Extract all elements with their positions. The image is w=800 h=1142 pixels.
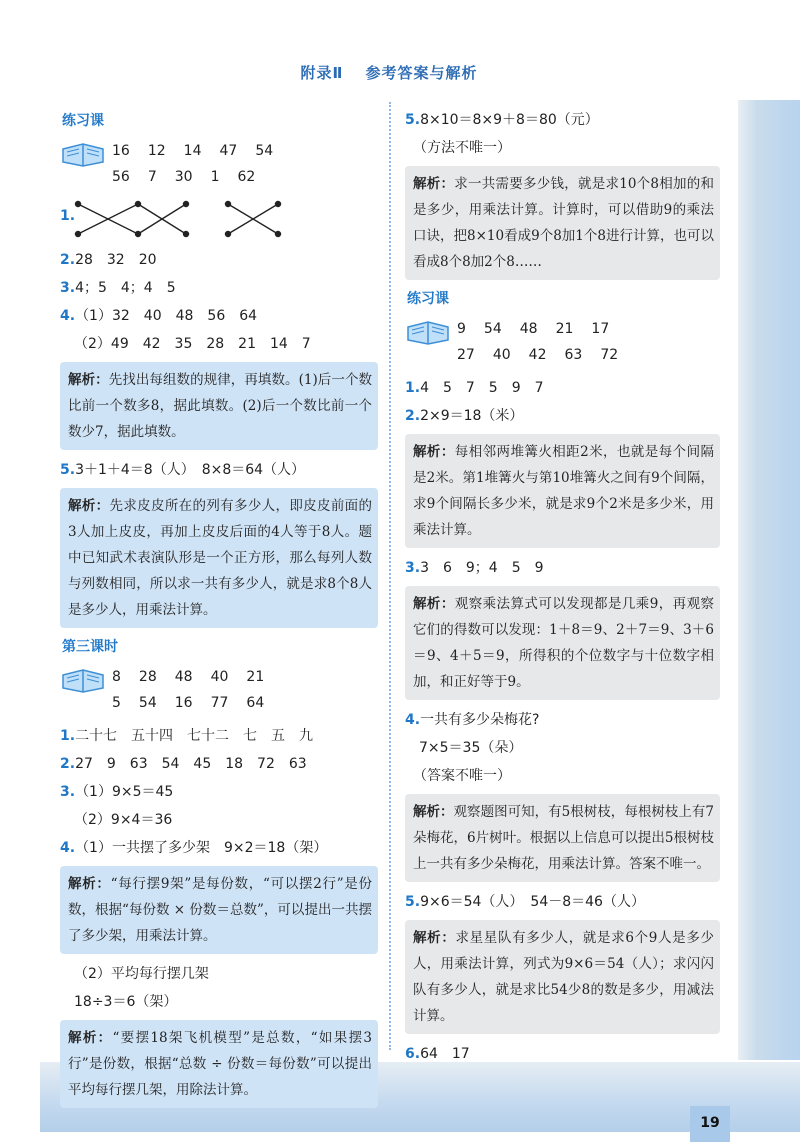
warmup-row [112, 690, 282, 716]
answer-text: （1）9×5＝45 [75, 784, 174, 800]
number: 42 [528, 347, 547, 363]
number: 54 [483, 321, 502, 337]
question-number: 3. [60, 784, 76, 800]
number: 21 [555, 321, 574, 337]
number: 9 [457, 321, 466, 337]
answer-line [405, 736, 720, 760]
analysis-label: 解析： [68, 372, 109, 388]
analysis-box [405, 794, 720, 882]
left-column [60, 106, 378, 1116]
column-divider [389, 102, 391, 1050]
warmup-row [457, 316, 636, 342]
header-title: 参考答案与解析 [365, 64, 478, 82]
answer-line [60, 724, 378, 748]
book-icon [405, 318, 451, 346]
answer-line [60, 808, 378, 832]
answer-line [405, 108, 720, 132]
section-title: 第三课时 [62, 639, 118, 655]
answer-note: （答案不唯一） [413, 768, 511, 784]
question-number: 4. [60, 308, 76, 324]
warmup-block [405, 316, 720, 368]
analysis-label: 解析： [413, 596, 455, 612]
appendix-label: 附录Ⅱ [300, 64, 344, 82]
question-number: 4. [405, 712, 421, 728]
question-number: 1. [405, 380, 421, 396]
question-number: 2. [60, 252, 76, 268]
answer-line [60, 304, 378, 328]
answer-text: 二十七 五十四 七十二 七 五 九 [75, 728, 314, 744]
answer-line [60, 248, 378, 272]
number: 72 [600, 347, 619, 363]
answer-line [405, 556, 720, 580]
analysis-label: 解析： [413, 176, 455, 192]
answer-line [60, 836, 378, 860]
analysis-text: 求一共需要多少钱，就是求10个8相加的和是多少，用乘法计算。计算时，可以借助9的乘法口诀，把8×10看成9个8加1个8进行计算，也可以看成8个8加2个8…… [413, 176, 714, 270]
answer-line [60, 962, 378, 986]
question-number: 5. [405, 112, 421, 128]
question-number: 4. [60, 840, 76, 856]
number: 54 [255, 143, 274, 159]
analysis-text: 观察题图可知，有5根树枝，每根树枝上有7朵梅花，6片树叶。根据以上信息可以提出5根树枝上一共有多少朵梅花，用乘法计算。答案不唯一。 [413, 804, 714, 872]
analysis-text: “要摆18架飞机模型”是总数，“如果摆3行”是份数，根据“总数 ÷ 份数＝每份数”可以提出平均每行摆几架，用除法计算。 [68, 1030, 373, 1098]
question-number: 2. [60, 756, 76, 772]
answer-line [60, 752, 378, 776]
question-number: 1. [60, 208, 76, 224]
answer-text: 27 9 63 54 45 18 72 63 [75, 756, 307, 772]
analysis-text: 先求皮皮所在的列有多少人，即皮皮前面的3人加上皮皮，再加上皮皮后面的4人等于8人。题中已知武术表演队形是一个正方形，那么每列人数与列数相同，所以求一共有多少人，就是求8个8人是多少人，用乘法计算。 [68, 498, 372, 618]
answer-text: 2×9＝18（米） [420, 408, 524, 424]
answer-line [405, 708, 720, 732]
answer-text: 18÷3＝6（架） [74, 994, 178, 1010]
warmup-numbers [112, 138, 291, 190]
number: 7 [147, 169, 157, 185]
answer-text: 一共有多少朵梅花? [420, 712, 540, 728]
answer-text: 28 32 20 [75, 252, 157, 268]
warmup-row [112, 164, 291, 190]
answer-line [405, 136, 720, 160]
analysis-text: “每行摆9架”是每份数，“可以摆2行”是份数，根据“每份数 × 份数＝总数”，可以提出一共摆了多少架，用乘法计算。 [68, 876, 372, 944]
answer-line [405, 890, 720, 914]
analysis-text: 观察乘法算式可以发现都是几乘9，再观察它们的得数可以发现：1＋8＝9、2＋7＝9、3＋6＝9、4＋5＝9，所得积的个位数字与十位数字相加，和正好等于9。 [413, 596, 715, 690]
number: 21 [246, 669, 265, 685]
page-number: 19 [690, 1106, 730, 1142]
number: 77 [210, 695, 229, 711]
warmup-block [60, 138, 378, 190]
warmup-row [112, 664, 282, 690]
answer-text: （1）32 40 48 56 64 [75, 308, 258, 324]
analysis-box [60, 866, 378, 954]
analysis-label: 解析： [68, 498, 110, 514]
answer-text: 64 17 [420, 1046, 470, 1062]
number: 47 [219, 143, 238, 159]
analysis-text: 每相邻两堆篝火相距2米，也就是每个间隔是2米。第1堆篝火与第10堆篝火之间有9个间隔，求9个间隔长多少米，就是求9个2米是多少米，用乘法计算。 [413, 444, 715, 538]
number: 16 [112, 143, 130, 159]
number: 8 [112, 669, 121, 685]
number: 12 [147, 143, 166, 159]
answer-line [60, 276, 378, 300]
number: 56 [112, 169, 130, 185]
question-number: 3. [60, 280, 76, 296]
answer-text: 4；5 4；4 5 [75, 280, 176, 296]
analysis-box [405, 586, 720, 700]
answer-text: （2）49 42 35 28 21 14 7 [74, 336, 311, 352]
number: 48 [174, 669, 193, 685]
answer-text: 8×10＝8×9＋8＝80（元） [420, 112, 599, 128]
warmup-row [112, 138, 291, 164]
answer-text: 4 5 7 5 9 7 [420, 380, 544, 396]
answer-text: 7×5＝35（朵） [419, 740, 523, 756]
warmup-numbers [112, 664, 282, 716]
matching-lines [74, 198, 284, 242]
answer-line [405, 404, 720, 428]
number: 40 [210, 669, 229, 685]
warmup-row [457, 342, 636, 368]
analysis-text: 求星星队有多少人，就是求6个9人是多少人，用乘法计算，列式为9×6＝54（人）；求闪闪队有多少人，就是求比54少8的数是多少，用减法计算。 [413, 930, 715, 1024]
question-number: 6. [405, 1046, 421, 1062]
number: 48 [519, 321, 538, 337]
number: 40 [492, 347, 511, 363]
number: 27 [457, 347, 475, 363]
number: 16 [174, 695, 193, 711]
question-number: 3. [405, 560, 421, 576]
analysis-box [405, 434, 720, 548]
answer-text: 3 6 9；4 5 9 [420, 560, 544, 576]
number: 28 [138, 669, 157, 685]
analysis-text: 先找出每组数的规律，再填数。(1)后一个数比前一个数多8，据此填数。(2)后一个数比前一个数少7，据此填数。 [68, 372, 373, 440]
matching-answer [60, 198, 378, 242]
answer-text: （1）一共摆了多少架 9×2＝18（架） [75, 840, 328, 856]
document-page [40, 40, 738, 1131]
analysis-label: 解析： [413, 444, 455, 460]
question-number: 1. [60, 728, 76, 744]
analysis-box [60, 488, 378, 628]
answer-line [405, 376, 720, 400]
answer-text: （2）平均每行摆几架 [74, 966, 209, 982]
warmup-block [60, 664, 378, 716]
number: 17 [591, 321, 610, 337]
book-icon [60, 140, 106, 168]
right-column [405, 106, 720, 1070]
question-number: 2. [405, 408, 421, 424]
answer-line [60, 990, 378, 1014]
analysis-box [405, 920, 720, 1034]
page-header [40, 62, 738, 83]
number: 63 [564, 347, 583, 363]
question-number: 5. [60, 462, 76, 478]
answer-line [405, 764, 720, 788]
analysis-box [60, 362, 378, 450]
warmup-numbers [457, 316, 636, 368]
answer-line [60, 332, 378, 356]
analysis-label: 解析： [68, 876, 111, 892]
number: 62 [237, 169, 256, 185]
analysis-box [60, 1020, 378, 1108]
page-edge-right [738, 100, 800, 1060]
number: 5 [112, 695, 121, 711]
number: 30 [174, 169, 193, 185]
analysis-label: 解析： [413, 930, 456, 946]
section-title: 练习课 [407, 291, 449, 307]
section-title: 练习课 [62, 113, 104, 129]
number: 54 [138, 695, 157, 711]
answer-line [405, 1042, 720, 1066]
number: 1 [210, 169, 220, 185]
book-icon [60, 666, 106, 694]
answer-text: （2）9×4＝36 [74, 812, 173, 828]
number: 64 [246, 695, 265, 711]
analysis-label: 解析： [413, 804, 454, 820]
answer-text: 3＋1＋4＝8（人） 8×8＝64（人） [75, 462, 306, 478]
answer-note: （方法不唯一） [413, 140, 511, 156]
answer-line [60, 458, 378, 482]
number: 14 [183, 143, 202, 159]
question-number: 5. [405, 894, 421, 910]
analysis-label: 解析： [68, 1030, 113, 1046]
answer-text: 9×6＝54（人） 54－8＝46（人） [420, 894, 645, 910]
analysis-box [405, 166, 720, 280]
answer-line [60, 780, 378, 804]
